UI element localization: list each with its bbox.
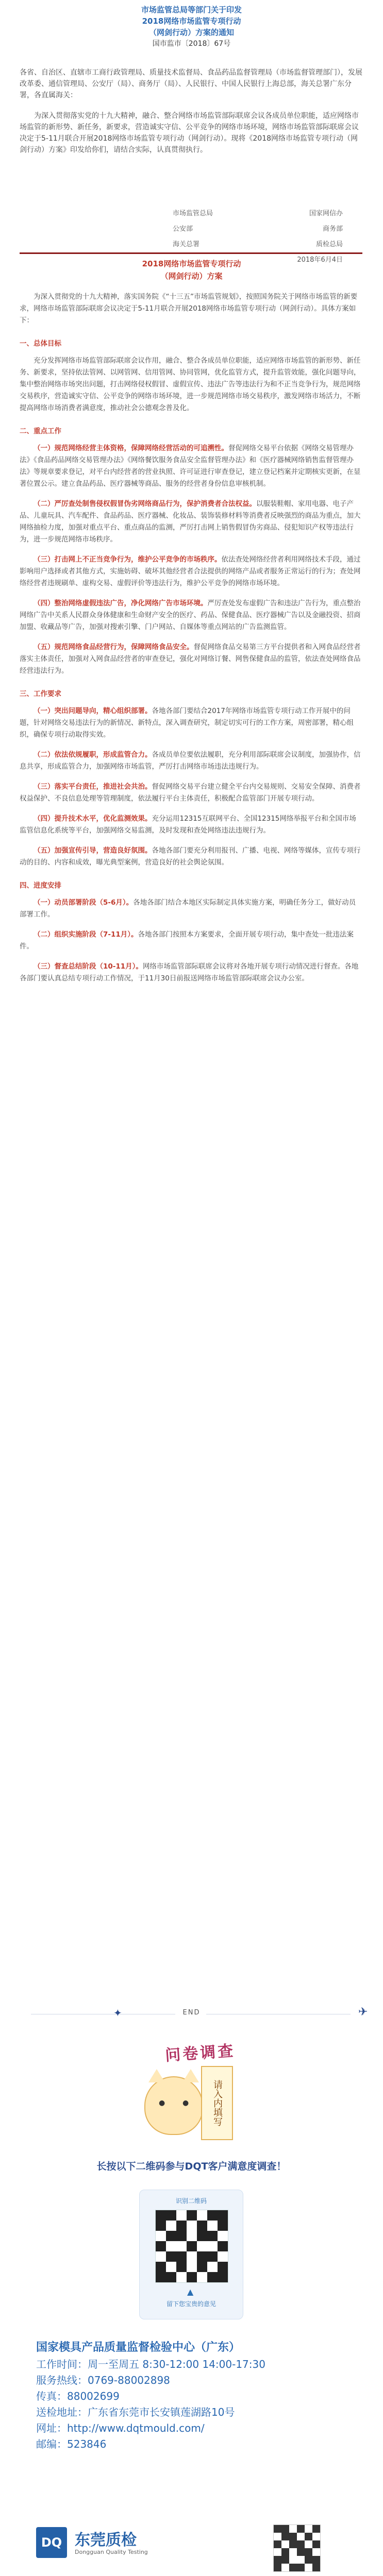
plan-preamble: 为深入贯彻党的十九大精神，落实国务院《“十三五”市场监管规划》，按照国务院关于网络市场监管的新要求，网络市场监管部际联席会议决定于5-11月联合开展2018网络市场监管专项行动（网剑行动）。具体方案如下： [20, 293, 358, 325]
schedule-item [20, 929, 362, 953]
work-item-head: （三）打击网上不正当竞争行为，维护公平竞争的市场秩序。 [34, 555, 222, 564]
requirement-head: （二）依法依规履职，形成监管合力。 [34, 751, 152, 759]
schedule-text: 网络市场监管部际联席会议将对各地开展专项行动情况进行督查。各地各部门要认真总结专项行动工作情况，于11月30日前报送网络市场监管部际联席会议办公室。 [20, 962, 359, 982]
qr-code-icon[interactable] [155, 2210, 228, 2283]
org-address: 送检地址：广东省东莞市长安镇莲湖路10号 [36, 2406, 235, 2418]
brand-english: Dongguan Quality Testing [75, 2549, 148, 2555]
qr-label: 识别二维码 [175, 2197, 207, 2205]
plan-title [0, 258, 383, 282]
requirement-item [20, 781, 362, 805]
requirement-text: 各地各部门要充分利用报刊、广播、电视、网络等媒体，宣传专项行动的目的、内容和成效，曝光典型案例，营造良好的社会舆论氛围。 [20, 846, 361, 867]
arrow-up-icon: ▲ [187, 2287, 194, 2297]
bird-icon: ✦ [113, 2007, 122, 2019]
requirement-head: （一）突出问题导向，精心组织部署。 [34, 707, 152, 715]
work-item [20, 598, 362, 633]
section-title: 二、重点工作 [20, 427, 61, 435]
schedule-item [20, 961, 362, 985]
requirement-head: （三）落实平台责任，推进社会共治。 [34, 783, 152, 791]
work-item-text: 依法查处网络经营者利用网络技术手段，通过影响用户选择或者其他方式，实施妨碍、破坏其他经营者合法提供的网络产品或者服务正常运行的行为；查处网络经营者违规刷单、虚构交易、虚假评价等违法行为，维护公平竞争的网络市场环境。 [20, 555, 361, 587]
survey-illustration [124, 2035, 268, 2143]
org-fax: 传真：88002699 [36, 2390, 120, 2402]
requirement-head: （五）加强宣传引导，营造良好氛围。 [34, 846, 152, 855]
work-item-head: （一）规范网络经营主体资格，保障网络经营活动的可追溯性。 [34, 444, 228, 452]
cat-illustration-icon: ● ● [144, 2076, 203, 2135]
requirement-head: （四）提升技术水平，优化监测效果。 [34, 815, 152, 823]
work-item-head: （二）严厉查处制售侵权假冒伪劣网络商品行为，保护消费者合法权益。 [34, 500, 256, 508]
plan-body [20, 291, 362, 993]
addressees: 各省、自治区、直辖市工商行政管理局、质量技术监督局、食品药品监督管理局（市场监督管理部门），发展改革委、通信管理局、公安厅（局）、商务厅（局）、人民银行、中国人民银行上海总部，海关总署广东分署，各直属海关： [20, 69, 362, 99]
notice-title-line1: 市场监管总局等部门关于印发 [141, 5, 242, 14]
work-item [20, 554, 362, 589]
brand-qr-code-icon[interactable] [273, 2524, 321, 2572]
organization-info [36, 2339, 356, 2452]
schedule-text: 各地各部门结合本地区实际制定具体实施方案，明确任务分工，做好动员部署工作。 [20, 899, 356, 919]
section-text: 充分发挥网络市场监管部际联席会议作用，融合、整合各成员单位职能，适应网络市场监管的新形势、新任务、新要求，坚持依法管网、以网管网、信用管网、协同管网，优化监管方式，提升监管效能，强化问题导向，集中整治网络市场突出问题，打击网络侵权假冒、虚假宣传、违法广告等违法行为和不正当竞争行为，规范网络交易秩序，营造诚实守信、公平竞争的网络市场环境，进一步规范网络市场交易秩序，激发网络市场活力，不断提高网络市场消费者满意度，推动社会公德观念普及化。 [20, 357, 361, 412]
brand-logo: DQ [36, 2527, 67, 2558]
work-item [20, 443, 362, 490]
requirement-text: 充分运用12315互联网平台、全国12315网络举报平台和全国市场监管信息化系统等平台，加强网络交易监测，及时发现和查处网络违法违规行为。 [20, 815, 356, 835]
signer: 国家网信办 [309, 210, 343, 217]
work-item-head: （五）规范网络食品经营行为，保障网络食品安全。 [34, 643, 194, 651]
plan-title-line2: （网剑行动）方案 [160, 272, 223, 281]
notice-header [0, 0, 383, 49]
end-label: END [182, 2009, 201, 2016]
plan-title-line1: 2018网络市场监管专项行动 [142, 259, 241, 268]
signer: 公安部 [173, 225, 193, 233]
requirement-item [20, 705, 362, 741]
section-title: 一、总体目标 [20, 340, 61, 348]
work-item-text: 督促网络交易平台依据《网络交易管理办法》《食品药品网络交易管理办法》《网络餐饮服务食品安全监督管理办法》和《医疗器械网络销售监督管理办法》等规章要求登记，对平台内经营者的营业执照、许可证进行审查登记，建立登记档案并定期核实更新，在显著位置公示。建立食品药品、医疗器械等商品、服务的经营者身份信息审核机制。 [20, 444, 361, 488]
notice-title-line3: （网剑行动）方案的通知 [148, 28, 234, 37]
requirement-item [20, 749, 362, 773]
org-hours: 工作时间：周一至周五 8:30-12:00 14:00-17:30 [36, 2358, 265, 2370]
org-name: 国家模具产品质量监督检验中心（广东） [36, 2341, 241, 2354]
signer: 海关总署 [173, 241, 200, 248]
section-title: 三、工作要求 [20, 690, 61, 698]
schedule-head: （三）督查总结阶段（10-11月）。 [34, 962, 143, 971]
schedule-head: （一）动员部署阶段（5-6月）。 [34, 899, 134, 907]
schedule-text: 各地各部门按照本方案要求，全面开展专项行动，集中查处一批违法案件。 [20, 930, 354, 951]
survey-sign: 请入内填写 [201, 2066, 233, 2140]
section-title: 四、进度安排 [20, 882, 61, 890]
org-postcode: 邮编：523846 [36, 2438, 107, 2450]
survey-heading: 问卷调查 [164, 2042, 236, 2065]
intro [20, 67, 362, 165]
work-item [20, 641, 362, 677]
qr-cta: 留下您宝贵的意见 [166, 2300, 216, 2308]
schedule-item [20, 897, 362, 921]
brand-footer [36, 2522, 345, 2576]
intro-body: 为深入贯彻落实党的十九大精神，融合、整合网络市场监管部际联席会议各成员单位职能，适应网络市场监管的新形势、新任务，新要求，营造诚实守信、公平竞争的网络市场环境，网络市场监管部际联席会议决定于5-11月联合开展2018网络市场监管专项行动（网剑行动）。现将《2018网络市场监管专项行动（网剑行动）方案》印发给你们，请结合实际，认真贯彻执行。 [20, 112, 359, 154]
issue-date: 2018年6月4日 [297, 256, 343, 264]
org-hotline[interactable]: 服务热线：0769-88002898 [36, 2374, 170, 2386]
org-website[interactable]: 网址：http://www.dqtmould.com/ [36, 2422, 205, 2434]
plane-icon: ✈ [358, 2006, 368, 2019]
brand-name: 东莞质检 [75, 2531, 137, 2549]
signer: 商务部 [322, 225, 343, 233]
notice-title-line2: 2018网络市场监管专项行动 [142, 16, 241, 26]
doc-number: 国市监市〔2018〕67号 [152, 40, 231, 48]
work-item-head: （四）整治网络虚假违法广告，净化网络广告市场环境。 [34, 599, 208, 607]
schedule-head: （二）组织实施阶段（7-11月）。 [34, 930, 138, 939]
requirement-text: 各成员单位要依法履职，充分利用部际联席会议制度，加强协作，信息共享，形成监管合力，加强网络市场监管，严厉打击网络市场违法违规行为。 [20, 751, 361, 771]
end-divider [0, 2002, 383, 2027]
work-item-text: 督促网络食品交易第三方平台提供者和入网食品经营者落实主体责任，加强对入网食品经营者的审查登记，强化对网络订餐、网售保健食品的监管，依法查处网络食品经营违法行为。 [20, 643, 361, 675]
signer: 质检总局 [315, 241, 343, 248]
requirement-item [20, 813, 362, 837]
survey-qr-panel[interactable] [139, 2190, 243, 2319]
survey-caption: 长按以下二维码参与DQT客户满意度调查！ [96, 2161, 287, 2172]
work-item-text: 严厉查处发布虚假广告和违法广告行为，重点整治网络广告中关系人民群众身体健康和生命财产安全的医疗、药品、保健食品、医疗器械广告以及金融投资、招商加盟、收藏品等广告，加强对搜索引擎、门户网站、自媒体等重点网站的广告监测监管。 [20, 599, 361, 631]
requirement-text: 督促网络交易平台建立健全平台内交易规则、交易安全保障、消费者权益保护、不良信息处理等管理制度，依法履行平台主体责任，积极配合监管部门开展专项行动。 [20, 783, 361, 803]
work-item [20, 498, 362, 546]
requirement-item [20, 845, 362, 869]
requirement-text: 各地各部门要结合2017年网络市场监管专项行动工作开展中的问题，针对网络交易违法行为的新情况、新特点，深入调查研究，制定切实可行的工作方案，周密部署，精心组织，确保专项行动取得实效。 [20, 707, 354, 739]
signer: 市场监管总局 [173, 210, 213, 217]
work-item-text: 以服装鞋帽、家用电器、电子产品、儿童玩具、汽车配件、食品药品、医疗器械、化妆品、装饰装修材料等消费者反映强烈的商品为重点，加大网络抽检力度，加强对重点平台、重点商品的监测，严厉打击网上销售假冒伪劣商品、侵犯知识产权等违法行为，进一步规范网络市场秩序。 [20, 500, 361, 544]
divider [20, 252, 362, 254]
